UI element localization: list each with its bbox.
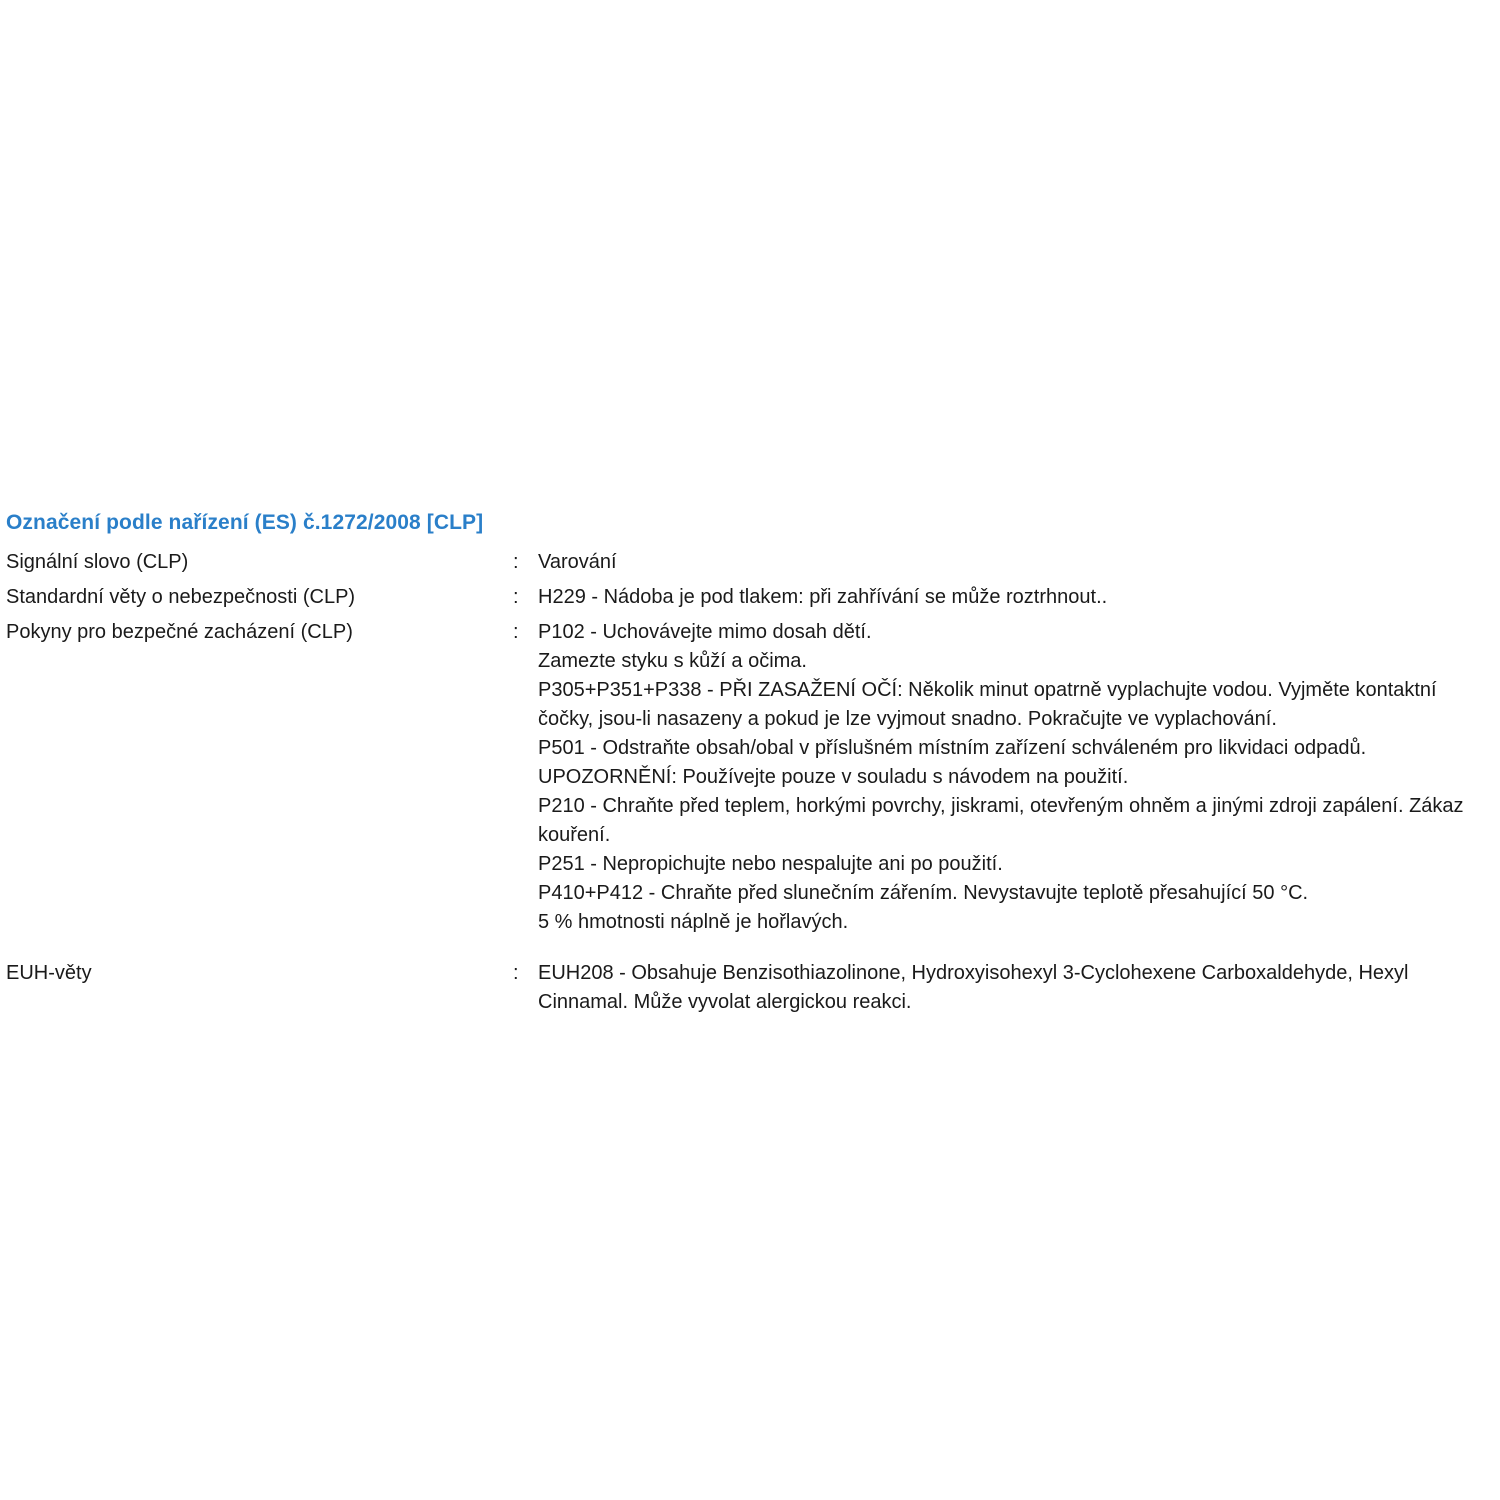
value-line: 5 % hmotnosti náplně je hořlavých.: [538, 911, 849, 933]
value-line: EUH208 - Obsahuje Benzisothiazolinone, Hydroxyisohexyl 3-Cyclohexene Carboxaldehyde, Hexyl Cinnamal. Může vyvolat alergickou reakci.: [538, 962, 1409, 1013]
row-colon: :: [513, 621, 519, 643]
row-value-precautionary-statements: [538, 618, 1476, 937]
value-line: P210 - Chraňte před teplem, horkými povrchy, jiskrami, otevřeným ohněm a jinými zdroji zapálení. Zákaz kouření.: [538, 795, 1464, 846]
table-row: [6, 548, 1476, 577]
value-line: P102 - Uchovávejte mimo dosah dětí.: [538, 621, 872, 643]
value-line: Varování: [538, 551, 617, 573]
value-line: P501 - Odstraňte obsah/obal v příslušném místním zařízení schváleném pro likvidaci odpadů.: [538, 737, 1367, 759]
table-row: [6, 959, 1476, 1017]
row-value-hazard-statements: [538, 583, 1476, 612]
table-row: [6, 583, 1476, 612]
table-row: [6, 618, 1476, 937]
row-label-euh-statements: EUH-věty: [6, 962, 92, 984]
value-line: P251 - Nepropichujte nebo nespalujte ani po použití.: [538, 853, 1003, 875]
row-label-hazard-statements: Standardní věty o nebezpečnosti (CLP): [6, 586, 356, 608]
section-heading: Označení podle nařízení (ES) č.1272/2008 [CLP]: [6, 511, 484, 534]
clp-labelling-section: [6, 510, 1476, 1023]
row-value-euh-statements: [538, 959, 1476, 1017]
row-label-precautionary-statements: Pokyny pro bezpečné zacházení (CLP): [6, 621, 353, 643]
row-colon: :: [513, 962, 519, 984]
row-colon: :: [513, 551, 519, 573]
labelling-rows: [6, 548, 1476, 1017]
value-line: P305+P351+P338 - PŘI ZASAŽENÍ OČÍ: Několik minut opatrně vyplachujte vodou. Vyjměte kontaktní čočky, jsou-li nasazeny a pokud je lze vyjmout snadno. Pokračujte ve vyplachování.: [538, 679, 1437, 730]
value-line: Zamezte styku s kůží a očima.: [538, 650, 807, 672]
value-line: UPOZORNĚNÍ: Používejte pouze v souladu s návodem na použití.: [538, 766, 1129, 788]
value-line: P410+P412 - Chraňte před slunečním zářením. Nevystavujte teplotě přesahující 50 °C.: [538, 882, 1309, 904]
row-value-signal-word: [538, 548, 1476, 577]
value-line: H229 - Nádoba je pod tlakem: při zahřívání se může roztrhnout..: [538, 586, 1108, 608]
row-colon: :: [513, 586, 519, 608]
row-label-signal-word: Signální slovo (CLP): [6, 551, 189, 573]
